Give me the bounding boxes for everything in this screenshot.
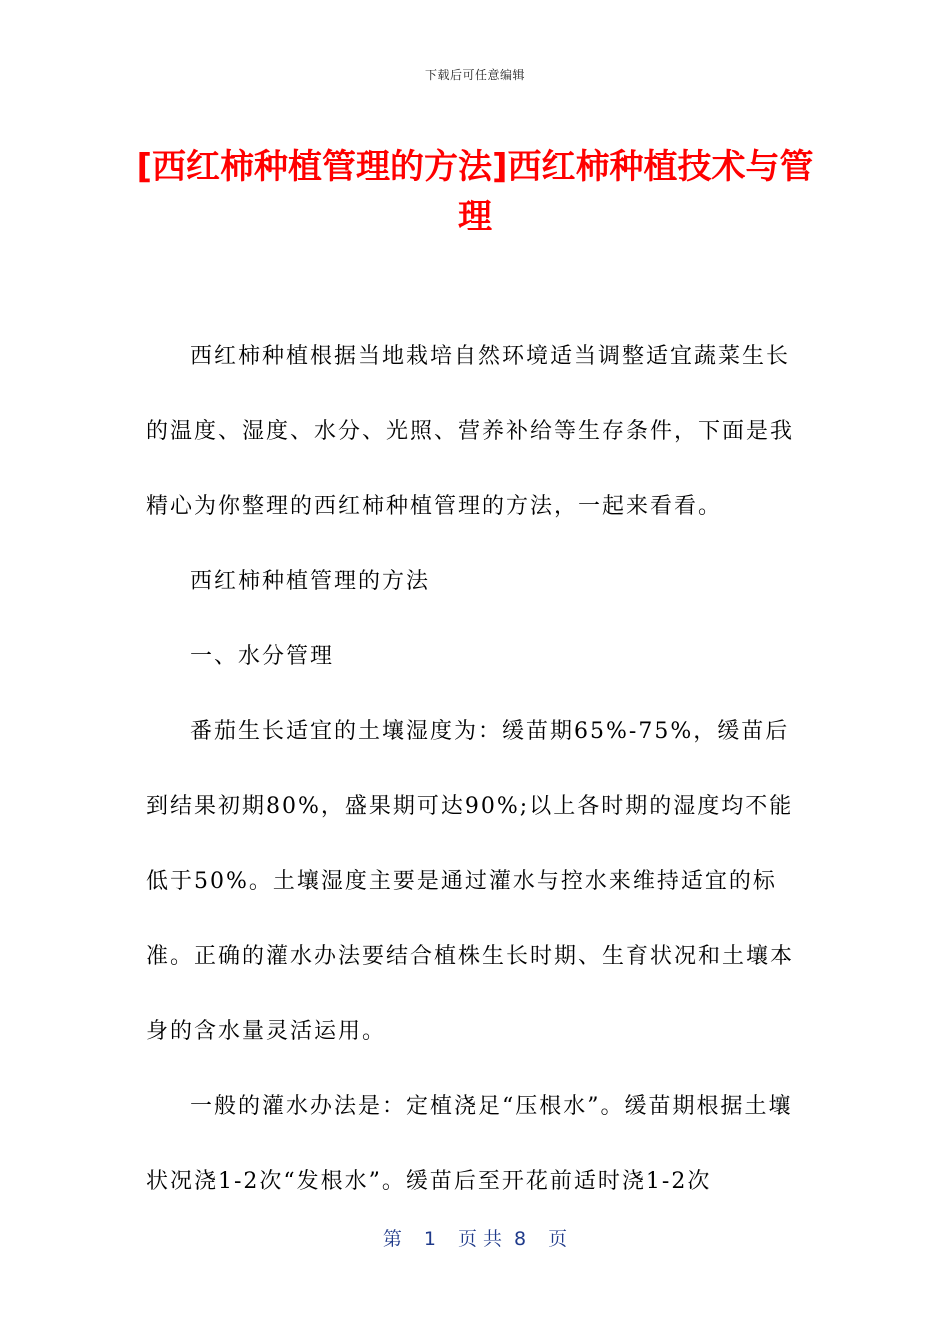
page-prefix: 第 xyxy=(382,1228,402,1250)
total-pages-number: 8 xyxy=(514,1228,527,1250)
header-note: 下载后可任意编辑 xyxy=(424,68,525,82)
page-mid: 页 共 xyxy=(457,1228,503,1250)
subsection-heading: 一、水分管理 xyxy=(190,644,335,669)
paragraph-intro: 西红柿种植根据当地栽培自然环境适当调整适宜蔬菜生长的温度、湿度、水分、光照、营养补给等生存条件，下面是我精心为你整理的西红柿种植管理的方法，一起来看看。 xyxy=(146,344,795,519)
page-suffix: 页 xyxy=(548,1228,568,1250)
section-heading: 西红柿种植管理的方法 xyxy=(190,569,431,594)
document-body xyxy=(146,319,804,1219)
paragraph-humidity: 番茄生长适宜的土壤湿度为：缓苗期65%-75%，缓苗后到结果初期80%，盛果期可达90%;以上各时期的湿度均不能低于50%。土壤湿度主要是通过灌水与控水来维持适宜的标准。正确的灌水办法要结合植株生长时期、生育状况和土壤本身的含水量灵活运用。 xyxy=(146,719,795,1044)
document-title: [西红柿种植管理的方法]西红柿种植技术与管理 xyxy=(136,147,814,237)
page-footer xyxy=(0,1224,950,1251)
paragraph-irrigation: 一般的灌水办法是：定植浇足“压根水”。缓苗期根据土壤状况浇1-2次“发根水”。缓苗后至开花前适时浇1-2次 xyxy=(146,1094,793,1194)
current-page-number: 1 xyxy=(423,1228,436,1250)
